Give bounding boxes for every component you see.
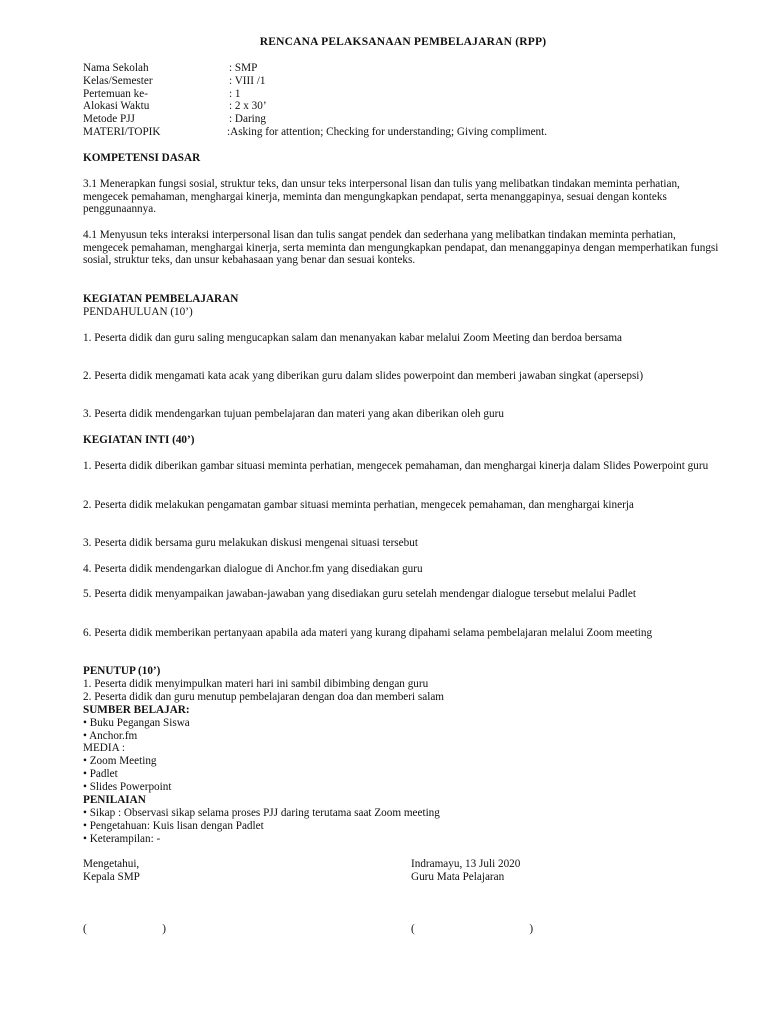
pendahuluan-item: 2. Peserta didik mengamati kata acak yang diberikan guru dalam slides powerpoint dan memberi jawaban singkat (apersepsi) [83,370,644,382]
identity-value: : SMP [229,62,258,74]
sumber-heading: SUMBER BELAJAR: [83,704,190,716]
media-item: • Slides Powerpoint [83,781,172,793]
sumber-item: • Buku Pegangan Siswa [83,717,190,729]
inti-item: 2. Peserta didik melakukan pengamatan gambar situasi meminta perhatian, mengecek pemahaman, dan menghargai kinerja [83,499,634,511]
inti-item: 1. Peserta didik diberikan gambar situasi meminta perhatian, mengecek pemahaman, dan menghargai kinerja dalam Slides Powerpoint guru [83,460,709,472]
identity-label: MATERI/TOPIK [83,126,161,138]
kd-item: 3.1 Menerapkan fungsi sosial, struktur teks, dan unsur teks interpersonal lisan dan tulis yang melibatkan tindakan meminta perhatian, mengecek pemahaman, menghargai kinerja, meminta dan mengungkapkan pendapat, serta menanggapinya, sesuai dengan konteks penggunaannya. [83,178,680,216]
pendahuluan-label: PENDAHULUAN (10’) [83,306,193,318]
identity-value: : VIII /1 [229,75,266,87]
inti-item: 5. Peserta didik menyampaikan jawaban-jawaban yang disediakan guru setelah mendengar dialogue tersebut melalui Padlet [83,588,636,600]
pendahuluan-item: 1. Peserta didik dan guru saling mengucapkan salam dan menanyakan kabar melalui Zoom Meeting dan berdoa bersama [83,332,622,344]
penutup-heading: PENUTUP (10’) [83,665,161,677]
identity-label: Alokasi Waktu [83,100,150,112]
identity-label: Metode PJJ [83,113,135,125]
identity-label: Kelas/Semester [83,75,153,87]
identity-value: : Daring [229,113,266,125]
identity-value: : 1 [229,88,241,100]
document-title: RENCANA PELAKSANAAN PEMBELAJARAN (RPP) [259,36,547,48]
penilaian-heading: PENILAIAN [83,794,146,806]
identity-label: Nama Sekolah [83,62,149,74]
signature-right-line2: Guru Mata Pelajaran [411,871,505,883]
inti-item: 3. Peserta didik bersama guru melakukan diskusi mengenai situasi tersebut [83,537,418,549]
penilaian-item: • Sikap : Observasi sikap selama proses PJJ daring terutama saat Zoom meeting [83,807,440,819]
identity-label: Pertemuan ke- [83,88,148,100]
penutup-item: 1. Peserta didik menyimpulkan materi hari ini sambil dibimbing dengan guru [83,678,429,690]
media-item: • Zoom Meeting [83,755,157,767]
kd-item: 4.1 Menyusun teks interaksi interpersonal lisan dan tulis sangat pendek dan sederhana yang melibatkan tindakan meminta perhatian, mengecek pemahaman, menghargai kinerja, serta meminta dan mengungkapkan pendapat, dan menanggapinya dengan memperhatikan fungsi sosial, struktur teks, dan unsur kebahasaan yang benar dan sesuai konteks. [83,229,719,267]
signature-left-line1: Mengetahui, [83,858,140,870]
kd-heading: KOMPETENSI DASAR [83,152,201,164]
identity-value: :Asking for attention; Checking for understanding; Giving compliment. [227,126,548,138]
penutup-item: 2. Peserta didik dan guru menutup pembelajaran dengan doa dan memberi salam [83,691,444,703]
sumber-item: • Anchor.fm [83,730,138,742]
media-heading: MEDIA : [83,742,125,754]
penilaian-item: • Keterampilan: - [83,833,161,845]
identity-value: : 2 x 30’ [229,100,267,112]
inti-item: 4. Peserta didik mendengarkan dialogue di Anchor.fm yang disediakan guru [83,563,423,575]
penilaian-item: • Pengetahuan: Kuis lisan dengan Padlet [83,820,264,832]
media-item: • Padlet [83,768,118,780]
kegiatan-heading: KEGIATAN PEMBELAJARAN [83,293,239,305]
signature-left-name: ( ) [83,923,166,935]
pendahuluan-item: 3. Peserta didik mendengarkan tujuan pembelajaran dan materi yang akan diberikan oleh guru [83,408,504,420]
inti-heading: KEGIATAN INTI (40’) [83,434,195,446]
signature-left-line2: Kepala SMP [83,871,140,883]
signature-right-line1: Indramayu, 13 Juli 2020 [411,858,521,870]
inti-item: 6. Peserta didik memberikan pertanyaan apabila ada materi yang kurang dipahami selama pembelajaran melalui Zoom meeting [83,627,653,639]
signature-right-name: ( ) [411,923,534,935]
